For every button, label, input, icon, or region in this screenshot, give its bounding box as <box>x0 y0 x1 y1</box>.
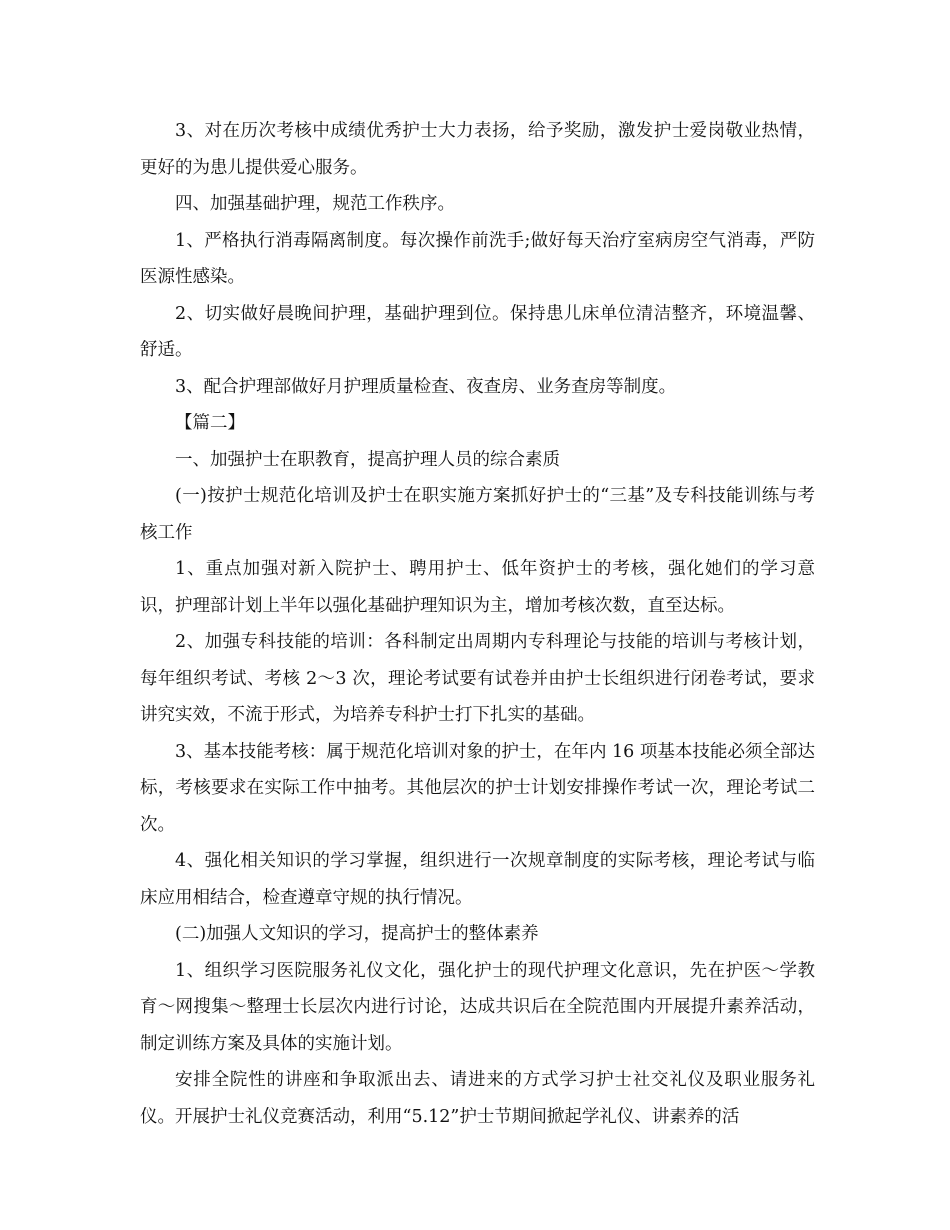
document-body <box>140 113 815 1135</box>
paragraph: 3、配合护理部做好月护理质量检查、夜查房、业务查房等制度。 <box>175 376 677 397</box>
paragraph: 1、严格执行消毒隔离制度。每次操作前洗手;做好每天治疗室病房空气消毒，严防医源性感染。 <box>140 230 815 287</box>
paragraph: 2、加强专科技能的培训：各科制定出周期内专科理论与技能的培训与考核计划，每年组织考试、考核 2～3 次，理论考试要有试卷并由护士长组织进行闭卷考试，要求讲究实效，不流于形式，为培养专科护士打下扎实的基础。 <box>140 632 815 725</box>
paragraph: 3、对在历次考核中成绩优秀护士大力表扬，给予奖励，激发护士爱岗敬业热情，更好的为患儿提供爱心服务。 <box>140 121 815 178</box>
part-heading: 【篇二】 <box>175 413 245 433</box>
subsection-heading: (二)加强人文知识的学习，提高护士的整体素养 <box>175 924 539 944</box>
paragraph: 1、组织学习医院服务礼仪文化，强化护士的现代护理文化意识，先在护医～学教育～网搜集～整理士长层次内进行讨论，达成共识后在全院范围内开展提升素养活动，制定训练方案及具体的实施计划。 <box>140 960 815 1054</box>
paragraph: 2、切实做好晨晚间护理，基础护理到位。保持患儿床单位清洁整齐，环境温馨、舒适。 <box>140 303 815 360</box>
section-heading: 一、加强护士在职教育，提高护理人员的综合素质 <box>175 449 560 470</box>
paragraph: 1、重点加强对新入院护士、聘用护士、低年资护士的考核，强化她们的学习意识，护理部计划上半年以强化基础护理知识为主，增加考核次数，直至达标。 <box>140 559 815 616</box>
paragraph: 4、强化相关知识的学习掌握，组织进行一次规章制度的实际考核，理论考试与临床应用相结合，检查遵章守规的执行情况。 <box>140 851 815 908</box>
paragraph: 安排全院性的讲座和争取派出去、请进来的方式学习护士社交礼仪及职业服务礼仪。开展护士礼仪竞赛活动，利用“5.12”护士节期间掀起学礼仪、讲素养的活 <box>140 1070 815 1127</box>
paragraph: 3、基本技能考核：属于规范化培训对象的护士，在年内 16 项基本技能必须全部达标，考核要求在实际工作中抽考。其他层次的护士计划安排操作考试一次，理论考试二次。 <box>140 741 815 835</box>
section-heading: 四、加强基础护理，规范工作秩序。 <box>175 194 455 214</box>
subsection-heading: (一)按护士规范化培训及护士在职实施方案抓好护士的“三基”及专科技能训练与考核工作 <box>140 486 815 543</box>
